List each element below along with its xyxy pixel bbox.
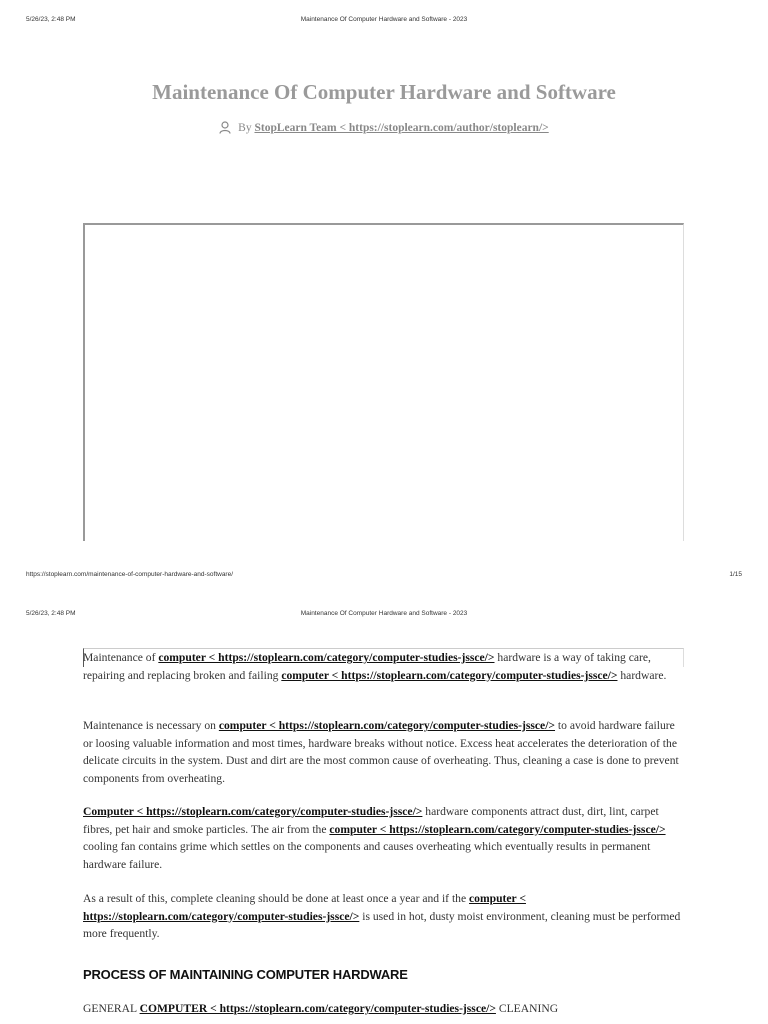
print-header-date-page2: 5/26/23, 2:48 PM	[26, 610, 76, 617]
p2-text-2: to avoid hardware failure or loosing valuable information and most times, hardware breaks without notice. Excess heat accelerates the deterioration of the delicate circuits in the system. Dust and dirt are the most common cause of overheating. Thus, cleaning a case is done to prevent components from overheating.	[83, 719, 679, 785]
p2-text-1: Maintenance is necessary on	[83, 719, 219, 732]
p4-text-2: is used in hot, dusty moist environment, cleaning must be performed more frequently.	[83, 909, 681, 941]
article-title: Maintenance Of Computer Hardware and Software	[152, 80, 616, 104]
computer-link[interactable]: COMPUTER < https://stoplearn.com/category/computer-studies-jssce/>	[139, 1002, 496, 1015]
print-header-title: Maintenance Of Computer Hardware and Software - 2023	[300, 16, 468, 23]
print-footer-url: https://stoplearn.com/maintenance-of-computer-hardware-and-software/	[26, 571, 234, 578]
p1-text-1: Maintenance of	[83, 651, 159, 664]
byline-prefix: By	[238, 122, 252, 134]
p3-text-1: hardware components attract dust, dirt, lint, carpet fibres, pet hair and smoke particles. The air from the	[83, 805, 659, 836]
p1-text-2: hardware is a way of taking care, repairing and replacing broken and failing	[83, 651, 651, 682]
p3-text-2: cooling fan contains grime which settles on the components and causes overheating which eventually results in permanent hardware failure.	[83, 840, 651, 871]
print-header-title-page2: Maintenance Of Computer Hardware and Software - 2023	[300, 610, 468, 617]
computer-link[interactable]: Computer < https://stoplearn.com/category/computer-studies-jssce/>	[83, 805, 423, 818]
computer-link[interactable]: computer < https://stoplearn.com/category/computer-studies-jssce/>	[218, 719, 556, 732]
paragraph-2	[83, 717, 683, 787]
paragraph-1	[83, 649, 683, 684]
computer-link[interactable]: computer < https://stoplearn.com/category/computer-studies-jssce/>	[329, 822, 666, 836]
paragraph-5	[83, 1000, 683, 1018]
p4-text-1: As a result of this, complete cleaning should be done at least once a year and if the	[83, 892, 470, 905]
paragraph-4	[83, 890, 683, 943]
user-icon	[219, 121, 231, 137]
paragraph-3	[83, 803, 683, 873]
p1-text-3: hardware.	[617, 668, 667, 682]
print-header-date: 5/26/23, 2:48 PM	[26, 16, 76, 23]
author-byline	[0, 121, 768, 137]
section-heading: PROCESS OF MAINTAINING COMPUTER HARDWARE	[83, 967, 408, 982]
computer-link[interactable]: computer < https://stoplearn.com/category/computer-studies-jssce/>	[158, 651, 495, 664]
computer-link[interactable]: computer < https://stoplearn.com/category/computer-studies-jssce/>	[83, 892, 526, 923]
embedded-media-frame	[83, 223, 684, 541]
author-link[interactable]: StopLearn Team < https://stoplearn.com/author/stoplearn/>	[254, 122, 549, 134]
p5-text-2: CLEANING	[495, 1002, 559, 1015]
print-footer-page-number: 1/15	[729, 571, 742, 578]
computer-link[interactable]: computer < https://stoplearn.com/category/computer-studies-jssce/>	[281, 668, 618, 682]
p5-text-1: GENERAL	[83, 1002, 140, 1015]
